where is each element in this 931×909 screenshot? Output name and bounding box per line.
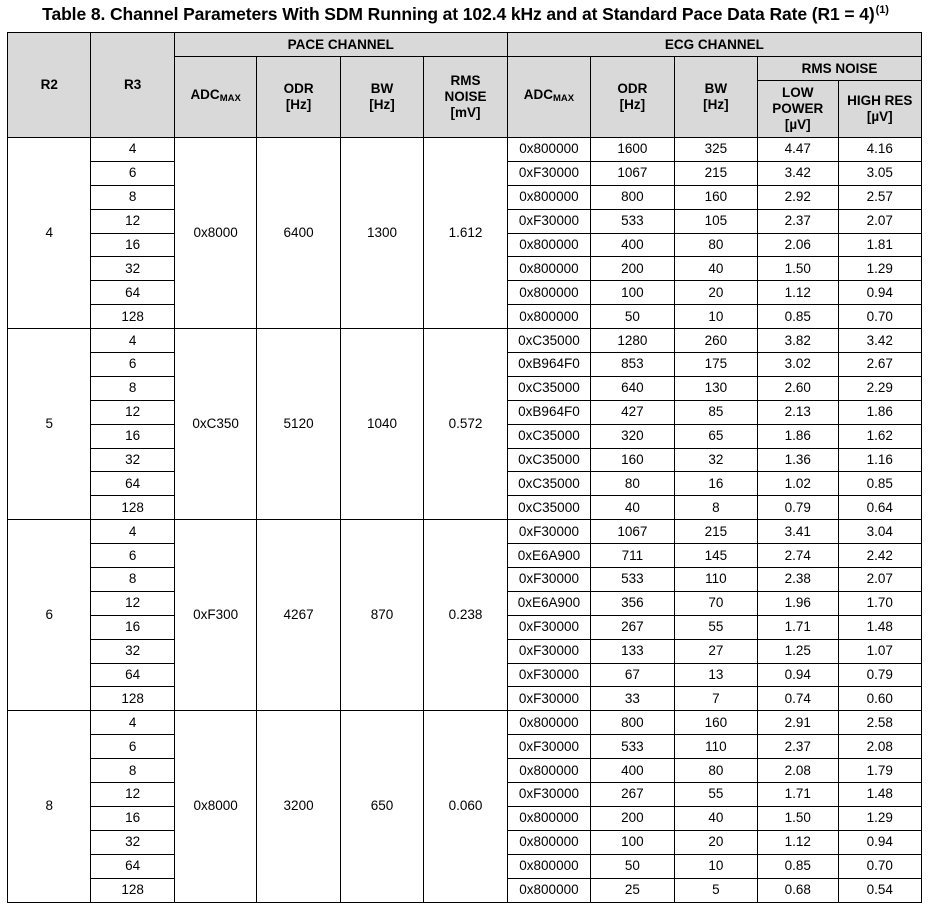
pace-bw-cell: 1300 [340,138,423,329]
ecg-odr-cell: 853 [591,353,674,377]
header-ecg-bw [674,57,757,138]
ecg-bw-cell: 215 [674,520,757,544]
ecg-high-res-cell: 1.29 [838,257,922,281]
pace-bw-cell: 870 [340,520,423,711]
ecg-adc-max-cell: 0x800000 [507,185,590,209]
pace-adc-max-cell: 0x8000 [174,138,256,329]
ecg-high-res-cell: 2.57 [838,185,922,209]
ecg-odr-cell: 100 [591,281,674,305]
pace-odr-cell: 5120 [257,329,340,520]
ecg-adc-max-cell: 0x800000 [507,281,590,305]
ecg-bw-cell: 130 [674,376,757,400]
ecg-bw-cell: 215 [674,161,757,185]
r3-cell: 6 [91,735,174,759]
ecg-bw-cell: 160 [674,711,757,735]
header-rms-line1: RMS [450,73,481,88]
header-odr-line2: [Hz] [619,97,646,112]
ecg-adc-max-cell: 0x800000 [507,806,590,830]
r3-cell: 128 [91,878,174,902]
ecg-odr-cell: 800 [591,711,674,735]
ecg-odr-cell: 1067 [591,161,674,185]
pace-rms-noise-cell: 0.238 [424,520,507,711]
r3-cell: 6 [91,161,174,185]
ecg-adc-max-cell: 0xF30000 [507,735,590,759]
ecg-odr-cell: 800 [591,185,674,209]
r3-cell: 4 [91,329,174,353]
ecg-adc-max-cell: 0xF30000 [507,783,590,807]
ecg-odr-cell: 80 [591,472,674,496]
pace-rms-noise-cell: 0.060 [424,711,507,902]
r3-cell: 6 [91,544,174,568]
header-odr-line1: ODR [617,81,648,96]
pace-bw-cell: 650 [340,711,423,902]
ecg-adc-max-cell: 0x800000 [507,854,590,878]
r3-cell: 16 [91,806,174,830]
ecg-odr-cell: 50 [591,854,674,878]
ecg-high-res-cell: 4.16 [838,138,922,162]
ecg-bw-cell: 260 [674,329,757,353]
ecg-low-power-cell: 2.13 [758,400,838,424]
ecg-high-res-cell: 1.79 [838,759,922,783]
ecg-low-power-cell: 0.68 [758,878,838,902]
ecg-adc-max-cell: 0xC35000 [507,424,590,448]
header-adc-subscript: MAX [219,93,241,104]
ecg-odr-cell: 33 [591,687,674,711]
r3-cell: 32 [91,830,174,854]
header-adc-subscript: MAX [553,93,575,104]
ecg-bw-cell: 70 [674,591,757,615]
table-header [8,33,922,138]
pace-bw-cell: 1040 [340,329,423,520]
r3-cell: 8 [91,376,174,400]
ecg-bw-cell: 110 [674,735,757,759]
ecg-odr-cell: 640 [591,376,674,400]
ecg-bw-cell: 32 [674,448,757,472]
ecg-adc-max-cell: 0xE6A900 [507,544,590,568]
ecg-adc-max-cell: 0x800000 [507,305,590,329]
r3-cell: 16 [91,233,174,257]
ecg-bw-cell: 5 [674,878,757,902]
table-body [8,138,922,903]
ecg-adc-max-cell: 0xE6A900 [507,591,590,615]
r3-cell: 4 [91,520,174,544]
channel-parameters-table [7,32,922,903]
header-pace-odr [257,57,340,138]
header-ecg-channel: ECG CHANNEL [507,33,921,57]
ecg-high-res-cell: 1.07 [838,639,922,663]
r3-cell: 8 [91,185,174,209]
ecg-low-power-cell: 1.71 [758,615,838,639]
r3-cell: 32 [91,448,174,472]
table-title-footnote-ref: (1) [875,4,889,16]
header-rms-line2: NOISE [444,89,487,104]
pace-rms-noise-cell: 0.572 [424,329,507,520]
ecg-low-power-cell: 3.41 [758,520,838,544]
r3-cell: 32 [91,639,174,663]
ecg-adc-max-cell: 0xF30000 [507,209,590,233]
ecg-odr-cell: 400 [591,759,674,783]
header-rms-line3: [mV] [450,105,481,120]
ecg-high-res-cell: 1.48 [838,783,922,807]
r3-cell: 128 [91,305,174,329]
r3-cell: 16 [91,424,174,448]
r3-cell: 12 [91,591,174,615]
ecg-high-res-cell: 1.86 [838,400,922,424]
ecg-high-res-cell: 2.67 [838,353,922,377]
r3-cell: 12 [91,783,174,807]
header-pace-channel: PACE CHANNEL [174,33,507,57]
r3-cell: 32 [91,257,174,281]
pace-rms-noise-cell: 1.612 [424,138,507,329]
ecg-bw-cell: 85 [674,400,757,424]
ecg-low-power-cell: 1.71 [758,783,838,807]
ecg-high-res-cell: 0.94 [838,830,922,854]
ecg-high-res-cell: 0.70 [838,305,922,329]
ecg-adc-max-cell: 0xF30000 [507,161,590,185]
ecg-adc-max-cell: 0xC35000 [507,329,590,353]
header-bw-line2: [Hz] [369,97,395,112]
ecg-low-power-cell: 1.50 [758,806,838,830]
ecg-odr-cell: 40 [591,496,674,520]
header-bw-line1: BW [370,81,394,96]
ecg-low-power-cell: 1.36 [758,448,838,472]
ecg-high-res-cell: 1.62 [838,424,922,448]
ecg-bw-cell: 7 [674,687,757,711]
ecg-bw-cell: 145 [674,544,757,568]
ecg-low-power-cell: 1.12 [758,281,838,305]
header-bw-line1: BW [704,81,728,96]
header-pace-bw [340,57,423,138]
ecg-adc-max-cell: 0x800000 [507,257,590,281]
ecg-adc-max-cell: 0x800000 [507,138,590,162]
ecg-odr-cell: 400 [591,233,674,257]
header-ecg-adc-max [507,57,590,138]
header-adc-label: ADC [523,87,553,102]
header-high-res-line2: [µV] [866,109,893,124]
ecg-high-res-cell: 3.42 [838,329,922,353]
ecg-low-power-cell: 2.92 [758,185,838,209]
ecg-high-res-cell: 0.64 [838,496,922,520]
ecg-adc-max-cell: 0x800000 [507,878,590,902]
ecg-odr-cell: 533 [591,209,674,233]
ecg-odr-cell: 1067 [591,520,674,544]
ecg-high-res-cell: 2.08 [838,735,922,759]
header-ecg-odr [591,57,674,138]
ecg-odr-cell: 711 [591,544,674,568]
header-odr-line2: [Hz] [285,97,312,112]
ecg-low-power-cell: 2.08 [758,759,838,783]
ecg-low-power-cell: 3.02 [758,353,838,377]
r3-cell: 64 [91,663,174,687]
ecg-low-power-cell: 1.25 [758,639,838,663]
ecg-odr-cell: 1600 [591,138,674,162]
header-pace-rms-noise [424,57,507,138]
header-high-res-line1: HIGH RES [847,93,913,108]
ecg-odr-cell: 50 [591,305,674,329]
r2-cell: 5 [8,329,91,520]
ecg-bw-cell: 20 [674,830,757,854]
ecg-high-res-cell: 0.85 [838,472,922,496]
pace-adc-max-cell: 0xC350 [174,329,256,520]
header-odr-line1: ODR [283,81,314,96]
ecg-high-res-cell: 1.16 [838,448,922,472]
table-row [8,711,922,735]
ecg-adc-max-cell: 0xF30000 [507,615,590,639]
r3-cell: 64 [91,472,174,496]
ecg-bw-cell: 10 [674,854,757,878]
ecg-low-power-cell: 1.12 [758,830,838,854]
table-row [8,138,922,162]
ecg-odr-cell: 200 [591,257,674,281]
table-title [0,4,931,25]
pace-adc-max-cell: 0x8000 [174,711,256,902]
header-r3: R3 [91,33,174,138]
ecg-adc-max-cell: 0xC35000 [507,448,590,472]
ecg-bw-cell: 325 [674,138,757,162]
r3-cell: 8 [91,568,174,592]
pace-odr-cell: 4267 [257,520,340,711]
ecg-adc-max-cell: 0xC35000 [507,376,590,400]
ecg-high-res-cell: 0.79 [838,663,922,687]
ecg-adc-max-cell: 0xB964F0 [507,353,590,377]
pace-odr-cell: 6400 [257,138,340,329]
ecg-adc-max-cell: 0xF30000 [507,639,590,663]
pace-odr-cell: 3200 [257,711,340,902]
ecg-bw-cell: 40 [674,806,757,830]
r2-cell: 8 [8,711,91,902]
ecg-high-res-cell: 2.42 [838,544,922,568]
ecg-bw-cell: 10 [674,305,757,329]
ecg-high-res-cell: 1.29 [838,806,922,830]
ecg-adc-max-cell: 0x800000 [507,759,590,783]
ecg-low-power-cell: 2.37 [758,735,838,759]
ecg-odr-cell: 200 [591,806,674,830]
ecg-odr-cell: 25 [591,878,674,902]
ecg-high-res-cell: 0.54 [838,878,922,902]
ecg-high-res-cell: 2.07 [838,209,922,233]
ecg-low-power-cell: 1.96 [758,591,838,615]
ecg-adc-max-cell: 0xF30000 [507,520,590,544]
ecg-odr-cell: 100 [591,830,674,854]
ecg-high-res-cell: 1.70 [838,591,922,615]
ecg-adc-max-cell: 0xF30000 [507,663,590,687]
header-low-power-line3: [µV] [784,117,811,132]
pace-adc-max-cell: 0xF300 [174,520,256,711]
ecg-bw-cell: 27 [674,639,757,663]
ecg-odr-cell: 427 [591,400,674,424]
r2-cell: 6 [8,520,91,711]
ecg-high-res-cell: 3.05 [838,161,922,185]
ecg-bw-cell: 65 [674,424,757,448]
ecg-low-power-cell: 2.37 [758,209,838,233]
table-title-text: Table 8. Channel Parameters With SDM Running at 102.4 kHz and at Standard Pace Data Rate (R1 = 4) [42,4,875,24]
ecg-odr-cell: 1280 [591,329,674,353]
ecg-odr-cell: 356 [591,591,674,615]
ecg-bw-cell: 8 [674,496,757,520]
r3-cell: 128 [91,496,174,520]
header-r2: R2 [8,33,91,138]
ecg-high-res-cell: 3.04 [838,520,922,544]
ecg-odr-cell: 67 [591,663,674,687]
ecg-low-power-cell: 1.86 [758,424,838,448]
header-ecg-rms-noise: RMS NOISE [758,57,922,81]
ecg-adc-max-cell: 0xC35000 [507,496,590,520]
ecg-low-power-cell: 1.02 [758,472,838,496]
ecg-low-power-cell: 4.47 [758,138,838,162]
r3-cell: 8 [91,759,174,783]
ecg-odr-cell: 267 [591,783,674,807]
ecg-bw-cell: 160 [674,185,757,209]
ecg-odr-cell: 160 [591,448,674,472]
ecg-high-res-cell: 1.48 [838,615,922,639]
ecg-high-res-cell: 2.29 [838,376,922,400]
ecg-low-power-cell: 2.74 [758,544,838,568]
ecg-bw-cell: 175 [674,353,757,377]
r3-cell: 12 [91,209,174,233]
ecg-bw-cell: 13 [674,663,757,687]
table-row [8,329,922,353]
ecg-low-power-cell: 0.94 [758,663,838,687]
ecg-odr-cell: 133 [591,639,674,663]
r3-cell: 12 [91,400,174,424]
header-pace-adc-max [174,57,256,138]
r3-cell: 128 [91,687,174,711]
ecg-low-power-cell: 0.79 [758,496,838,520]
ecg-high-res-cell: 0.60 [838,687,922,711]
ecg-odr-cell: 533 [591,568,674,592]
header-adc-label: ADC [190,87,220,102]
ecg-low-power-cell: 0.85 [758,305,838,329]
ecg-adc-max-cell: 0x800000 [507,233,590,257]
ecg-low-power-cell: 2.38 [758,568,838,592]
ecg-bw-cell: 16 [674,472,757,496]
ecg-high-res-cell: 0.94 [838,281,922,305]
ecg-adc-max-cell: 0xF30000 [507,687,590,711]
ecg-bw-cell: 80 [674,233,757,257]
ecg-odr-cell: 267 [591,615,674,639]
r3-cell: 4 [91,138,174,162]
ecg-low-power-cell: 3.82 [758,329,838,353]
ecg-odr-cell: 320 [591,424,674,448]
ecg-bw-cell: 20 [674,281,757,305]
ecg-adc-max-cell: 0xF30000 [507,568,590,592]
r2-cell: 4 [8,138,91,329]
ecg-low-power-cell: 2.91 [758,711,838,735]
r3-cell: 4 [91,711,174,735]
ecg-adc-max-cell: 0x800000 [507,830,590,854]
ecg-bw-cell: 110 [674,568,757,592]
ecg-bw-cell: 55 [674,615,757,639]
ecg-low-power-cell: 0.85 [758,854,838,878]
ecg-high-res-cell: 2.58 [838,711,922,735]
header-high-res [838,81,922,138]
ecg-low-power-cell: 0.74 [758,687,838,711]
ecg-bw-cell: 40 [674,257,757,281]
header-low-power [758,81,838,138]
ecg-high-res-cell: 2.07 [838,568,922,592]
ecg-low-power-cell: 1.50 [758,257,838,281]
r3-cell: 16 [91,615,174,639]
ecg-adc-max-cell: 0x800000 [507,711,590,735]
header-bw-line2: [Hz] [703,97,729,112]
ecg-high-res-cell: 0.70 [838,854,922,878]
ecg-bw-cell: 55 [674,783,757,807]
ecg-odr-cell: 533 [591,735,674,759]
ecg-low-power-cell: 2.60 [758,376,838,400]
table-row [8,520,922,544]
ecg-low-power-cell: 3.42 [758,161,838,185]
ecg-adc-max-cell: 0xB964F0 [507,400,590,424]
r3-cell: 6 [91,353,174,377]
r3-cell: 64 [91,854,174,878]
ecg-adc-max-cell: 0xC35000 [507,472,590,496]
ecg-low-power-cell: 2.06 [758,233,838,257]
ecg-bw-cell: 80 [674,759,757,783]
ecg-bw-cell: 105 [674,209,757,233]
r3-cell: 64 [91,281,174,305]
header-low-power-line2: POWER [772,101,824,116]
ecg-high-res-cell: 1.81 [838,233,922,257]
header-low-power-line1: LOW [782,85,814,100]
